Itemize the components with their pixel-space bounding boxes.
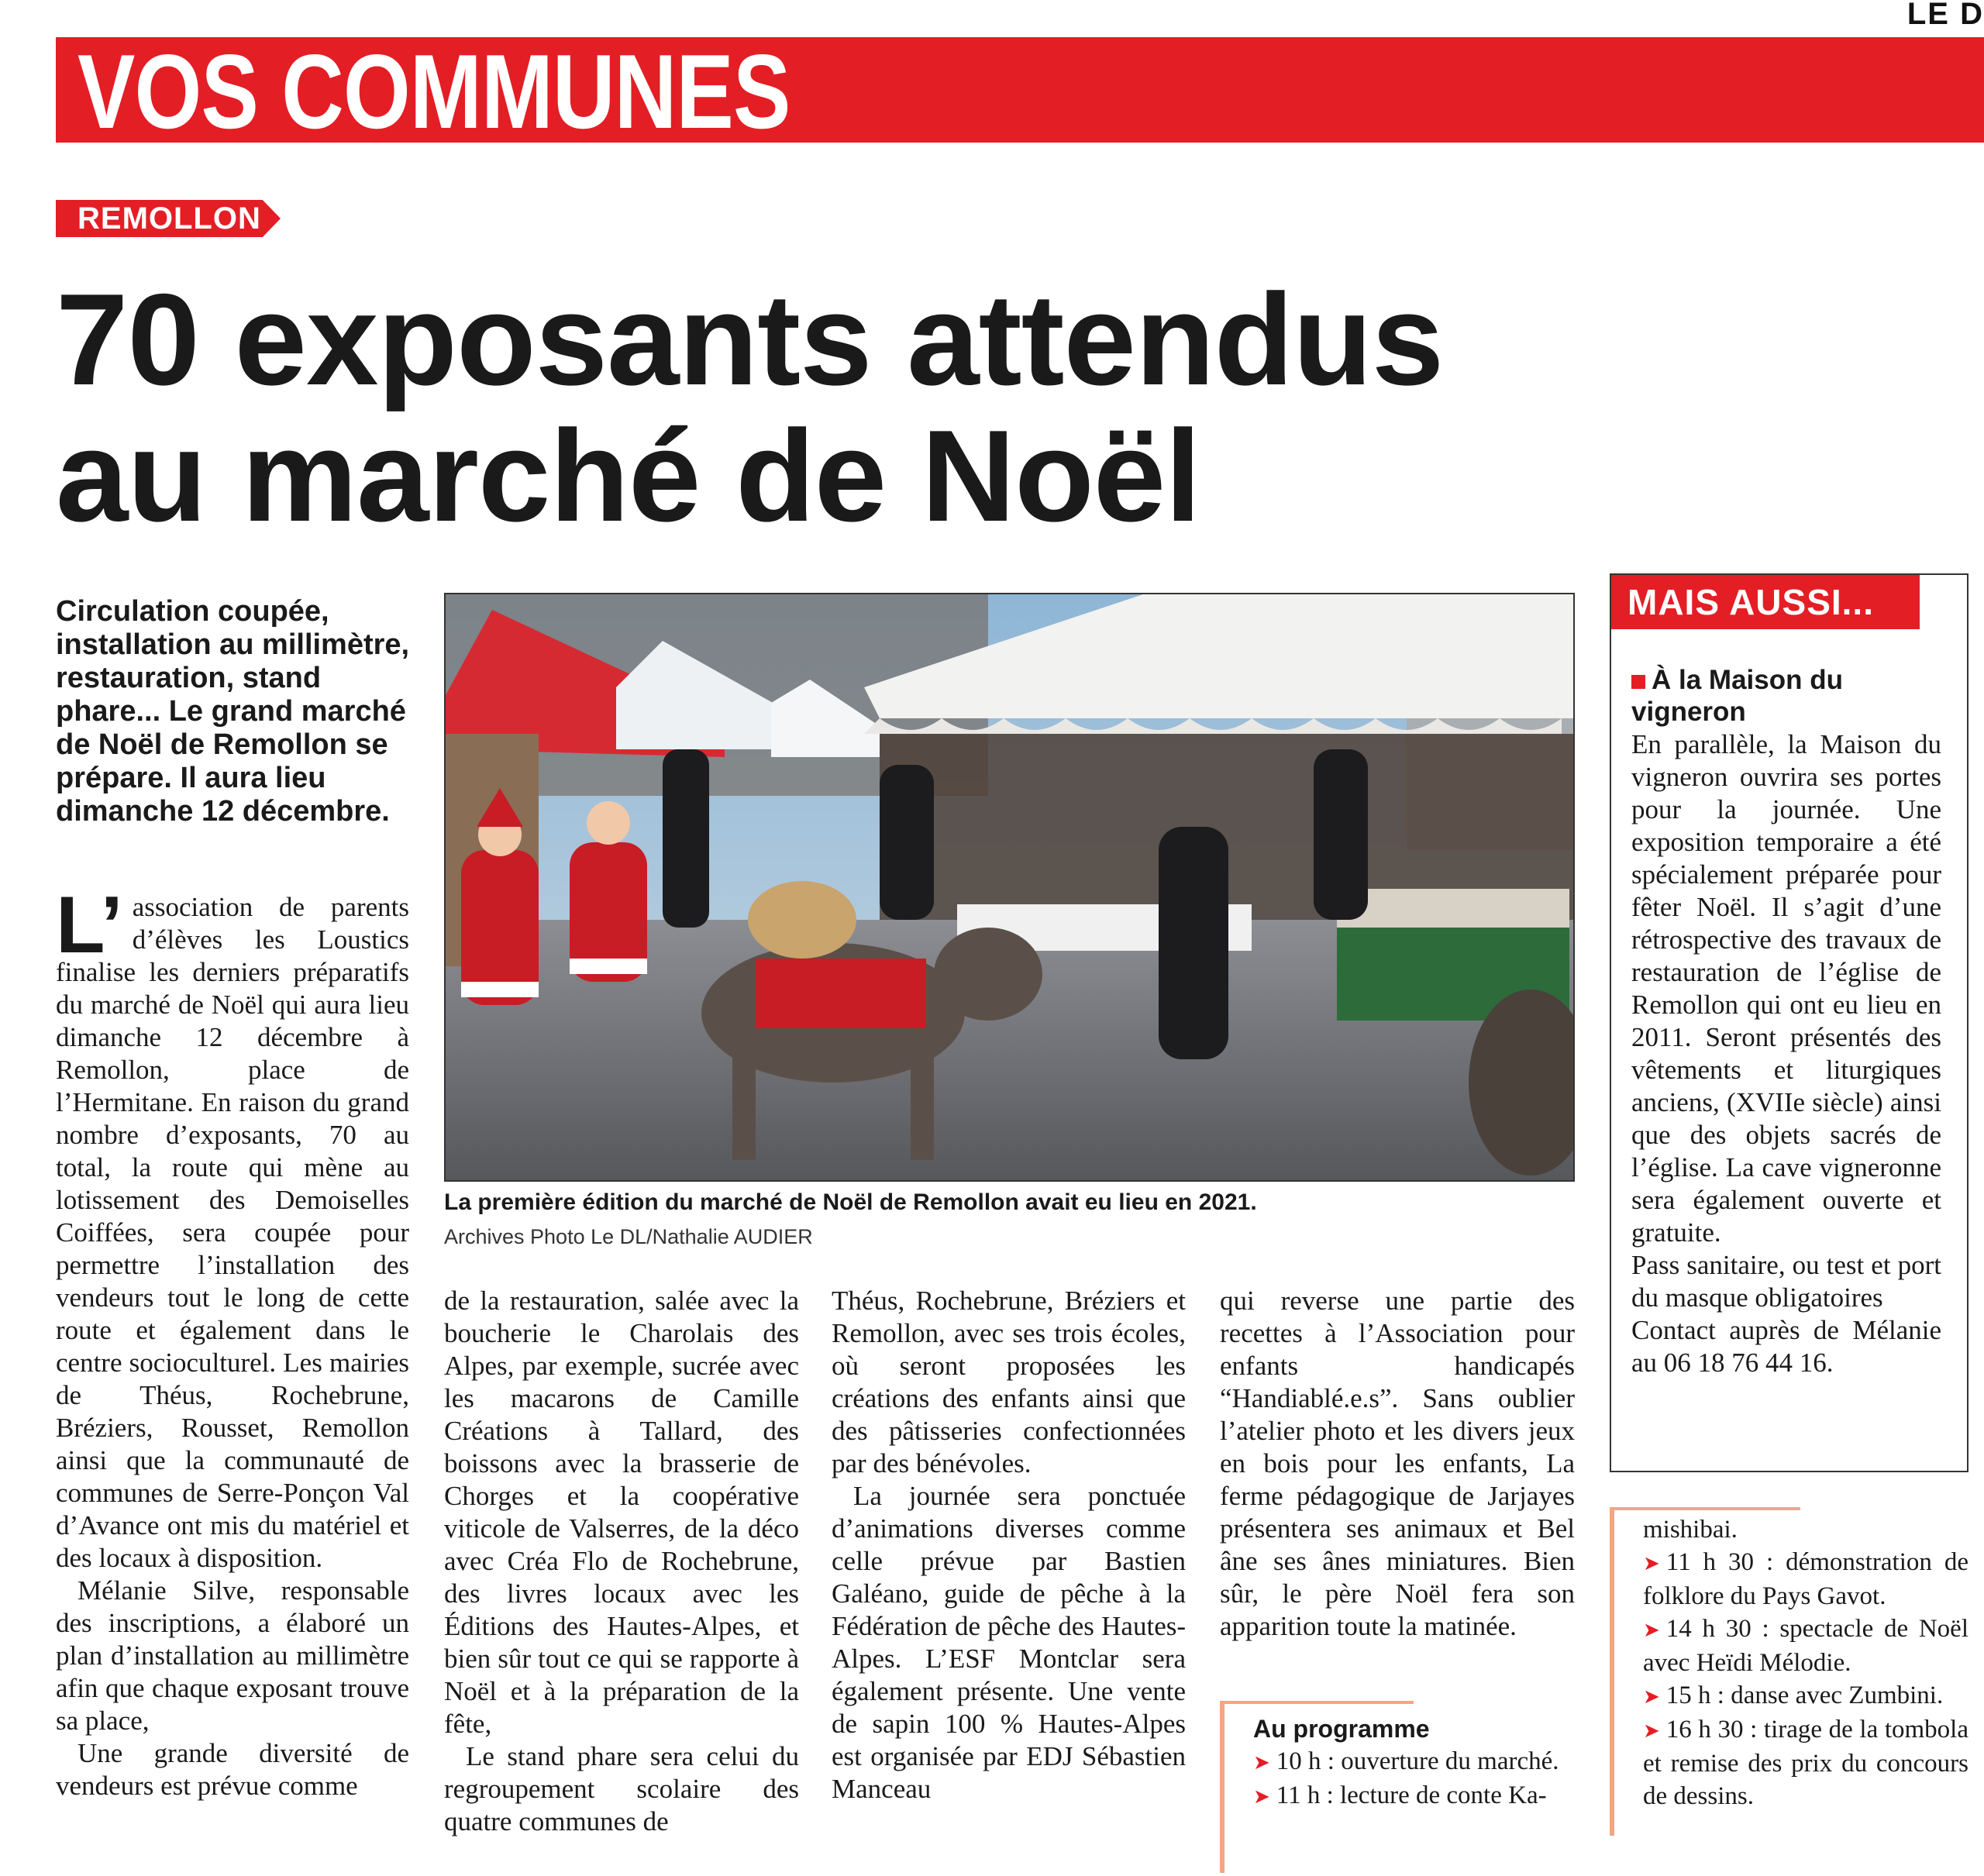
market-photo bbox=[444, 593, 1575, 1182]
sidebar-subhead: À la Maison du vigneron bbox=[1631, 665, 1843, 727]
programme-item: ➤ 15 h : danse avec Zumbini. bbox=[1643, 1682, 1944, 1709]
arrow-icon: ➤ bbox=[1253, 1785, 1270, 1809]
programme-item: ➤ 11 h : lecture de conte Ka- bbox=[1253, 1781, 1547, 1809]
paragraph: Théus, Rochebrune, Bréziers et Remollon, avec ses trois écoles, où seront proposées les créations des enfants ainsi que des pâtisseries confectionnées par des bénévoles. bbox=[832, 1286, 1186, 1478]
headline-line-2: au marché de Noël bbox=[56, 403, 1200, 549]
article-column-4 bbox=[1220, 1285, 1575, 1643]
christmas-market-image bbox=[446, 594, 1575, 1182]
sidebar-body bbox=[1631, 728, 1941, 1379]
arrow-icon: ➤ bbox=[1643, 1619, 1660, 1642]
location-tag-label: REMOLLON bbox=[78, 201, 261, 236]
programme-continuation: mishibai. bbox=[1643, 1516, 1738, 1544]
headline-line-1: 70 exposants attendus bbox=[56, 267, 1444, 412]
programme-list-2 bbox=[1643, 1513, 1968, 1812]
page-corner-label: LE D bbox=[1906, 0, 1984, 31]
drop-cap: L’ bbox=[56, 880, 123, 970]
paragraph bbox=[56, 880, 409, 1575]
sidebar-paragraph: Contact auprès de Mélanie au 06 18 76 44 16. bbox=[1631, 1315, 1941, 1378]
paragraph-text: association de parents d’élèves les Loustics finalise les derniers préparatifs du marché de Noël qui aura lieu dimanche 12 décembre à Remollon, place de l’Hermitane. En raison du grand nombre d’exposants, 70 au total, la route qui mène au lotissement des Demoiselles Coiffées, sera coupée pour permettre l’installation des vendeurs tout le long de cette route et également dans le centre socioculturel. Les mairies de Théus, Rochebrune, Bréziers, Rousset, Remollon ainsi que la communauté de communes de Serre-Ponçon Val d’Avance ont mis du matériel et des locaux à disposition. bbox=[56, 892, 409, 1573]
programme-item: ➤ 11 h 30 : démonstration de folklore du Pays Gavot. bbox=[1643, 1548, 1968, 1610]
sidebar-paragraph: En parallèle, la Maison du vigneron ouvrira ses portes pour la journée. Une exposition temporaire a été spécialement préparée pour fêter Noël. Il s’agit d’une rétrospective des travaux de restauration de l’église de Remollon qui ont eu lieu en 2011. Seront présentés des vêtements et liturgiques anciens, (XVIIe siècle) ainsi que des objets sacrés de l’église. La cave vigneronne sera également ouverte et gratuite. bbox=[1631, 729, 1941, 1248]
paragraph: qui reverse une partie des recettes à l’Association pour enfants handicapés “Handiablé.e.s”. Sans oublier l’atelier photo et les divers jeux en bois pour les enfants, La ferme pédagogique de Jarjayes présentera ses animaux et Bel âne ses ânes miniatures. Bien sûr, le père Noël fera son apparition toute la matinée. bbox=[1220, 1286, 1575, 1641]
headline bbox=[56, 267, 1606, 549]
square-bullet-icon bbox=[1631, 675, 1645, 689]
article-lead: Circulation coupée, installation au millimètre, restauration, stand phare... Le grand marché de Noël de Remollon se prépare. Il aura lieu dimanche 12 décembre. bbox=[56, 595, 410, 828]
article-column-3 bbox=[832, 1285, 1186, 1805]
sidebar-paragraph: Pass sanitaire, ou test et port du masque obligatoires bbox=[1631, 1250, 1941, 1313]
arrow-icon: ➤ bbox=[1253, 1751, 1270, 1774]
paragraph: Mélanie Silve, responsable des inscriptions, a élaboré un plan d’installation au millimètre afin que chaque exposant trouve sa place, bbox=[56, 1575, 409, 1736]
arrow-icon: ➤ bbox=[1643, 1719, 1660, 1743]
paragraph: La journée sera ponctuée d’animations diverses comme celle prévue par Bastien Galéano, guide de pêche à la Fédération de pêche des Hautes-Alpes. L’ESF Montclar sera également présente. Une vente de sapin 100 % Hautes-Alpes est organisée par EDJ Sébastien Manceau bbox=[832, 1481, 1186, 1804]
paragraph: Le stand phare sera celui du regroupement scolaire des quatre communes de bbox=[444, 1741, 799, 1836]
article-column-2 bbox=[444, 1285, 799, 1838]
programme-item: ➤ 16 h 30 : tirage de la tombola et remise des prix du concours de dessins. bbox=[1643, 1716, 1968, 1810]
photo-credit: Archives Photo Le DL/Nathalie AUDIER bbox=[444, 1225, 813, 1248]
programme-title: Au programme bbox=[1253, 1715, 1430, 1743]
photo-caption: La première édition du marché de Noël de Remollon avait eu lieu en 2021. bbox=[444, 1189, 1257, 1215]
sidebar-header-label: MAIS AUSSI... bbox=[1628, 582, 1874, 622]
programme-list-1 bbox=[1253, 1745, 1572, 1813]
paragraph: de la restauration, salée avec la boucherie le Charolais des Alpes, par exemple, sucrée avec les macarons de Camille Créations à Tallard, des boissons avec la brasserie de Chorges et la coopérative viticole de Valserres, de la déco avec Créa Flo de Rochebrune, des livres locaux avec les Éditions des Hautes-Alpes, et bien sûr tout ce qui se rapporte à Noël et à la préparation de la fête, bbox=[444, 1286, 799, 1739]
article-column-1 bbox=[56, 880, 409, 1802]
rubric-title: VOS COMMUNES bbox=[78, 33, 790, 150]
programme-item: ➤ 10 h : ouverture du marché. bbox=[1253, 1747, 1559, 1775]
paragraph: Une grande diversité de vendeurs est prévue comme bbox=[56, 1738, 409, 1801]
programme-item: ➤ 14 h 30 : spectacle de Noël avec Heïdi Mélodie. bbox=[1643, 1615, 1968, 1677]
arrow-icon: ➤ bbox=[1643, 1685, 1660, 1709]
arrow-icon: ➤ bbox=[1643, 1552, 1660, 1575]
